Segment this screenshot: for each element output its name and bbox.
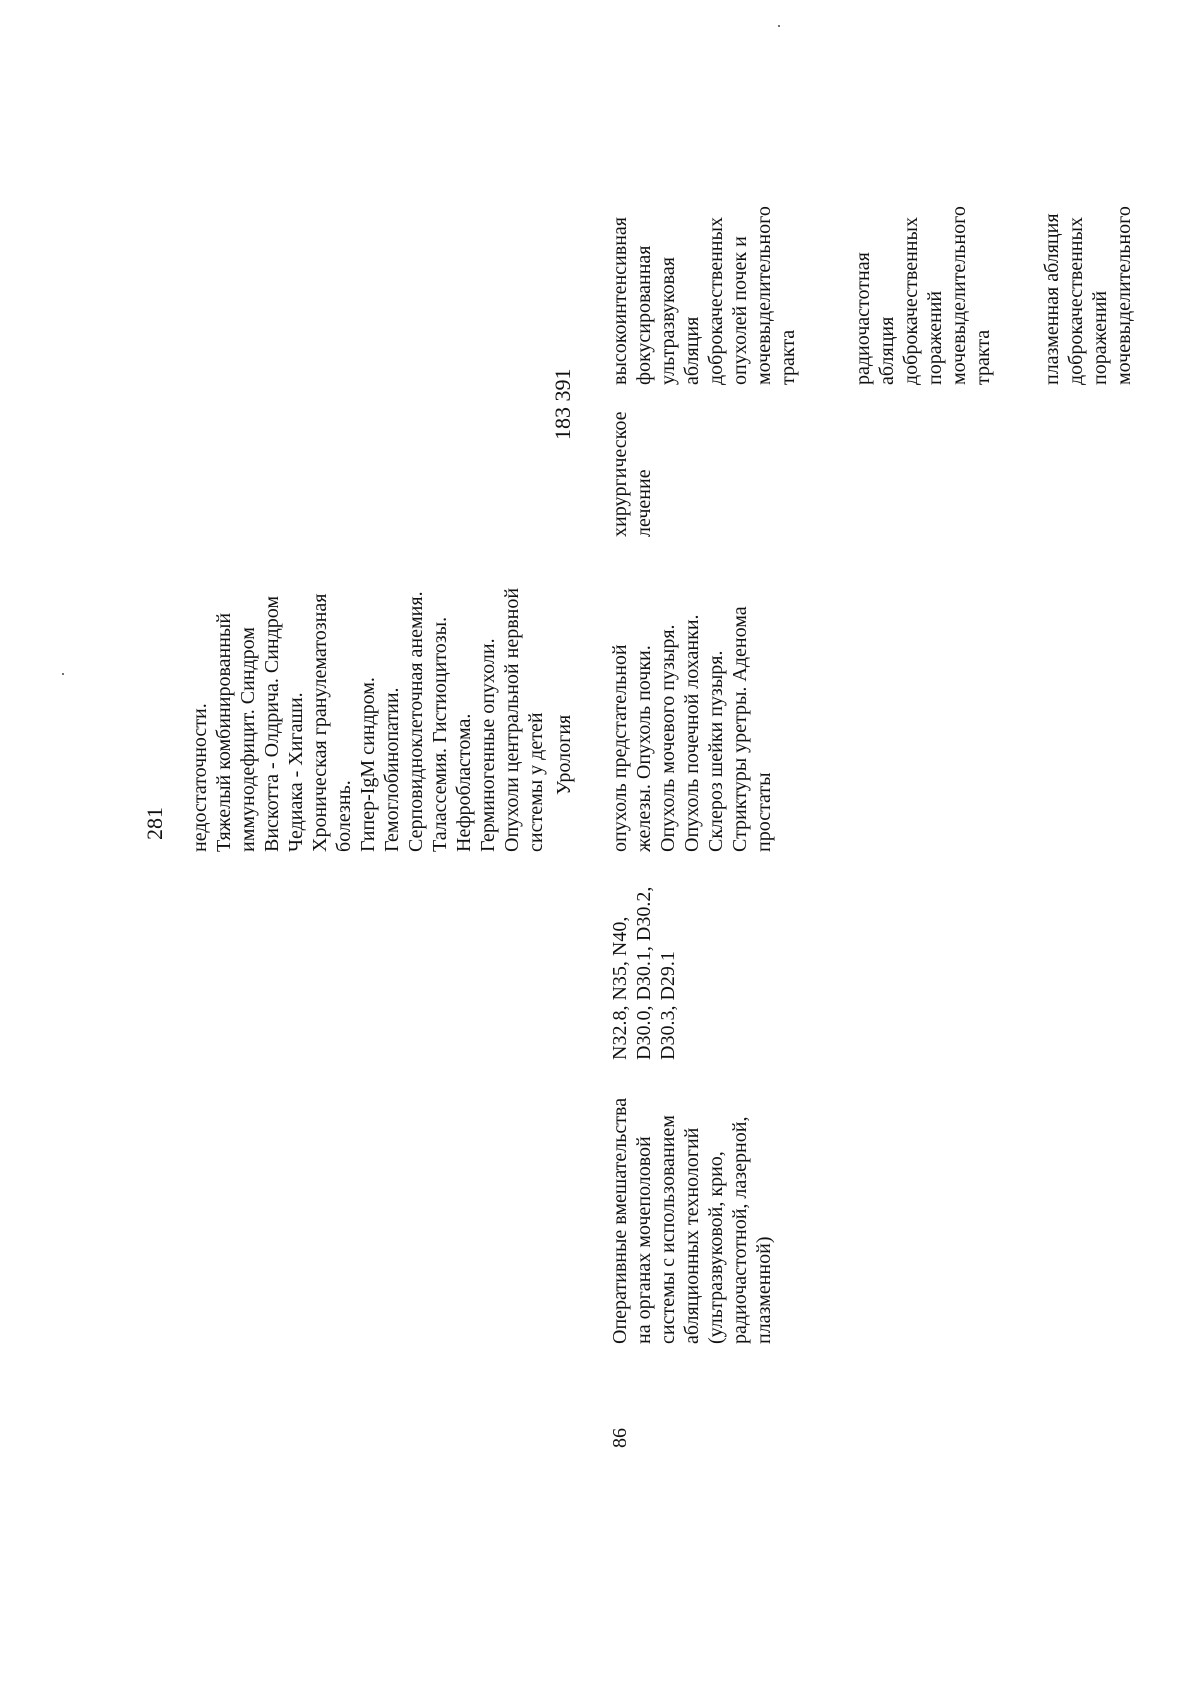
text-line: недостаточности. bbox=[189, 703, 211, 852]
text-line: болезнь. bbox=[333, 780, 355, 852]
text-line: Талассемия. Гистиоцитозы. bbox=[429, 616, 451, 852]
text-line: D30.0, D30.1, D30.2, bbox=[633, 886, 655, 1060]
icd-codes bbox=[608, 887, 680, 1060]
text-line: доброкачественных bbox=[1065, 217, 1087, 385]
text-line: ультразвуковая bbox=[657, 257, 679, 385]
text-line: системы у детей bbox=[525, 712, 547, 852]
text-line: Хроническая гранулематозная bbox=[309, 593, 331, 852]
scan-speck bbox=[62, 673, 64, 675]
treatment-type bbox=[608, 412, 656, 537]
page-number: 281 bbox=[142, 807, 167, 840]
text-line: Опухоль мочевого пузыря. bbox=[657, 624, 679, 852]
text-line: радиочастотная bbox=[852, 252, 874, 385]
text-line: Гипер-IgM синдром. bbox=[357, 677, 379, 852]
text-line: иммунодефицит. Синдром bbox=[237, 627, 259, 852]
text-line: простаты bbox=[753, 772, 775, 852]
text-line: хирургическое bbox=[609, 411, 631, 537]
text-line: поражений bbox=[924, 290, 946, 385]
text-line: радиочастотной, лазерной, bbox=[729, 1116, 751, 1344]
text-line: (ультразвуковой, крио, bbox=[705, 1151, 727, 1344]
text-line: Гемоглобинопатии. bbox=[381, 687, 403, 852]
text-line: мочевыделительного bbox=[948, 206, 970, 385]
method-hifu bbox=[608, 206, 800, 385]
text-line: опухолей почек и bbox=[729, 236, 751, 385]
text-line: Чедиака - Хигаши. bbox=[285, 692, 307, 852]
text-line: N32.8, N35, N40, bbox=[609, 916, 631, 1060]
method-radiofrequency bbox=[851, 206, 995, 385]
text-line: тракта bbox=[972, 329, 994, 385]
text-line: Стриктуры уретры. Аденома bbox=[729, 606, 751, 852]
scan-speck bbox=[778, 25, 780, 27]
continued-diagnoses bbox=[188, 588, 548, 852]
method-plasma bbox=[1040, 206, 1136, 385]
text-line: Вискотта - Олдрича. Синдром bbox=[261, 595, 283, 852]
text-line: абляция bbox=[681, 316, 703, 385]
text-line: тракта bbox=[777, 329, 799, 385]
section-title-urology: Урология bbox=[553, 714, 575, 795]
text-line: D30.3, D29.1 bbox=[657, 951, 679, 1060]
text-line: доброкачественных bbox=[705, 217, 727, 385]
text-line: Тяжелый комбинированный bbox=[213, 612, 235, 852]
text-line: плазменной) bbox=[753, 1236, 775, 1344]
text-line: железы. Опухоль почки. bbox=[633, 645, 655, 852]
text-line: Склероз шейки пузыря. bbox=[705, 650, 727, 852]
intervention-name bbox=[608, 1098, 776, 1344]
text-line: мочевыделительного bbox=[1113, 206, 1135, 385]
text-line: Опухоль почечной лоханки. bbox=[681, 614, 703, 852]
text-line: опухоль предстательной bbox=[609, 644, 631, 852]
text-line: системы с использованием bbox=[657, 1115, 679, 1344]
text-line: Серповидноклеточная анемия. bbox=[405, 591, 427, 852]
text-line: Герминогенные опухоли. bbox=[477, 638, 499, 852]
text-line: поражений bbox=[1089, 290, 1111, 385]
text-line: лечение bbox=[633, 469, 655, 537]
text-line: на органах мочеполовой bbox=[633, 1136, 655, 1344]
text-line: высокоинтенсивная bbox=[609, 217, 631, 385]
text-line: доброкачественных bbox=[900, 217, 922, 385]
text-line: Нефробластома. bbox=[453, 713, 475, 852]
document-number: 183 391 bbox=[550, 368, 575, 440]
text-line: фокусированная bbox=[633, 245, 655, 385]
text-line: абляция bbox=[876, 316, 898, 385]
row-diagnoses bbox=[608, 606, 776, 852]
text-line: абляционных технологий bbox=[681, 1127, 703, 1344]
text-line: Опухоли центральной нервной bbox=[501, 587, 523, 852]
text-line: мочевыделительного bbox=[753, 206, 775, 385]
text-line: плазменная абляция bbox=[1041, 213, 1063, 385]
text-line: Оперативные вмешательства bbox=[609, 1097, 631, 1344]
row-number: 86 bbox=[609, 1428, 631, 1448]
